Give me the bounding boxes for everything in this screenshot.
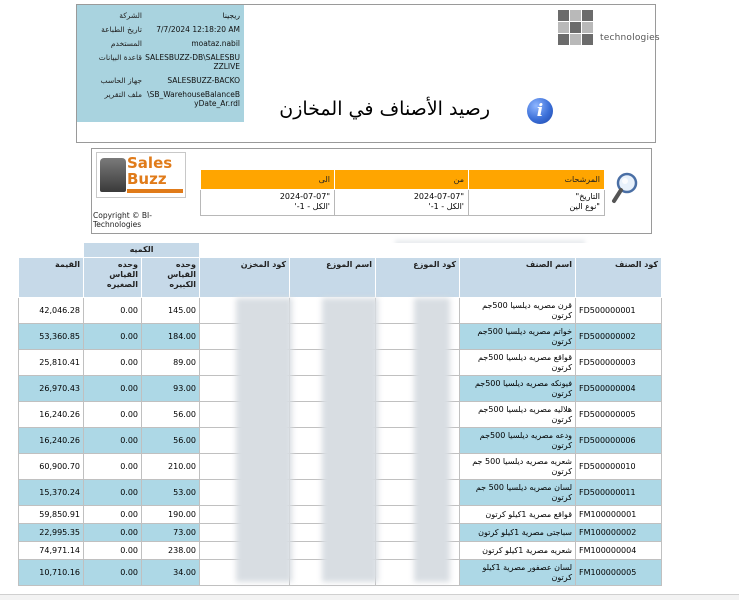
- cell-item-name: خواتم مصريه ديلسيا 500جم كرتون: [460, 324, 576, 350]
- cell-item-code: FM100000004: [576, 542, 662, 560]
- quantity-group-header: الكميه: [84, 243, 200, 258]
- cell-big-unit: 56.00: [142, 428, 200, 454]
- cell-big-unit: 184.00: [142, 324, 200, 350]
- cell-small-unit: 0.00: [84, 376, 142, 402]
- meta-value: SALESBUZZ-DB\SALESBUZZLIVE: [145, 53, 240, 71]
- cell-item-code: FD500000011: [576, 480, 662, 506]
- cell-small-unit: 0.00: [84, 560, 142, 586]
- cell-big-unit: 190.00: [142, 506, 200, 524]
- col-small-unit[interactable]: وحده القياس الصغيره: [84, 258, 142, 298]
- cell-item-name: لسان عصفور مصرية 1كيلو كرتون: [460, 560, 576, 586]
- filter-header-filters: المرشحات: [469, 170, 605, 190]
- cell-small-unit: 0.00: [84, 298, 142, 324]
- cell-value: 22,995.35: [19, 524, 84, 542]
- meta-label: الشركة: [119, 11, 142, 20]
- cell-item-code: FM100000005: [576, 560, 662, 586]
- col-item-code[interactable]: كود الصنف: [576, 258, 662, 298]
- meta-value: 7/7/2024 12:18:20 AM: [156, 25, 240, 34]
- distributor-name-redaction: [322, 298, 378, 582]
- cell-item-name: قواقع مصريه ديلسيا 500جم كرتون: [460, 350, 576, 376]
- cell-item-code: FD500000010: [576, 454, 662, 480]
- cell-small-unit: 0.00: [84, 350, 142, 376]
- brand-word-buzz: Buzz: [127, 170, 167, 188]
- cell-value: 53,360.85: [19, 324, 84, 350]
- cell-item-name: سباجتى مصرية 1كيلو كرتون: [460, 524, 576, 542]
- col-distributor-code[interactable]: كود الموزع: [376, 258, 460, 298]
- salesbuzz-mascot-icon: [100, 158, 126, 192]
- brand-bar: [127, 189, 183, 193]
- col-warehouse-code[interactable]: كود المخزن: [200, 258, 290, 298]
- cell-big-unit: 53.00: [142, 480, 200, 506]
- distributor-code-redaction: [414, 298, 450, 582]
- meta-value: ريجينا: [222, 11, 240, 20]
- cell-item-code: FM100000001: [576, 506, 662, 524]
- report-title: رصيد الأصناف في المخازن: [279, 98, 490, 120]
- table-group-header-row: [19, 243, 662, 258]
- cell-small-unit: 0.00: [84, 402, 142, 428]
- cell-value: 10,710.16: [19, 560, 84, 586]
- cell-item-name: قواقع مصرية 1كيلو كرتون: [460, 506, 576, 524]
- cell-item-code: FD500000004: [576, 376, 662, 402]
- filter-header-to: الى: [201, 170, 335, 190]
- cell-value: 42,046.28: [19, 298, 84, 324]
- cell-big-unit: 89.00: [142, 350, 200, 376]
- cell-value: 25,810.41: [19, 350, 84, 376]
- cell-item-code: FD500000003: [576, 350, 662, 376]
- cell-item-name: شعريه مصرية 1كيلو كرتون: [460, 542, 576, 560]
- cell-item-name: لسان مصريه ديلسيا 500 جم كرتون: [460, 480, 576, 506]
- filter-cell-names: التاريخ" "نوع الين: [469, 190, 605, 216]
- filter-cell-from: "2024-07-07 'الكل - 1-': [335, 190, 469, 216]
- brand-word-sales: Sales: [127, 154, 173, 172]
- filter-header-row: [201, 170, 605, 190]
- info-icon: i: [527, 98, 553, 124]
- cell-big-unit: 210.00: [142, 454, 200, 480]
- cell-item-code: FM100000002: [576, 524, 662, 542]
- cell-value: 16,240.26: [19, 402, 84, 428]
- cell-item-code: FD500000005: [576, 402, 662, 428]
- meta-label: تاريخ الطباعة: [101, 25, 142, 34]
- logo-text: technologies: [600, 33, 660, 43]
- cell-value: 26,970.43: [19, 376, 84, 402]
- cell-value: 15,370.24: [19, 480, 84, 506]
- cell-big-unit: 34.00: [142, 560, 200, 586]
- cell-value: 60,900.70: [19, 454, 84, 480]
- cell-item-name: شعريه مصريه ديلسيا 500 جم كرتون: [460, 454, 576, 480]
- cell-small-unit: 0.00: [84, 542, 142, 560]
- meta-label: قاعدة البيانات: [98, 53, 142, 62]
- col-value[interactable]: القيمة: [19, 258, 84, 298]
- cell-item-code: FD500000002: [576, 324, 662, 350]
- magnifier-icon[interactable]: [611, 171, 639, 205]
- filter-cell-to: "2024-07-07 'الكل - 1-': [201, 190, 335, 216]
- cell-small-unit: 0.00: [84, 506, 142, 524]
- cell-small-unit: 0.00: [84, 324, 142, 350]
- cell-big-unit: 145.00: [142, 298, 200, 324]
- meta-value: SALESBUZZ-BACKO: [167, 76, 240, 85]
- cell-value: 16,240.26: [19, 428, 84, 454]
- cell-big-unit: 238.00: [142, 542, 200, 560]
- cell-big-unit: 93.00: [142, 376, 200, 402]
- meta-label: ملف التقرير: [104, 90, 142, 99]
- cell-item-name: ودعه مصريه ديلسيا 500جم كرتون: [460, 428, 576, 454]
- meta-value: moataz.nabil: [191, 39, 240, 48]
- filter-value-row: [201, 190, 605, 216]
- copyright-text: Copyright © BI-Technologies: [93, 211, 152, 229]
- cell-small-unit: 0.00: [84, 480, 142, 506]
- cell-item-name: فيونكه مصريه ديلسيا 500جم كرتون: [460, 376, 576, 402]
- table-header-row: [19, 258, 662, 298]
- col-distributor-name[interactable]: اسم الموزع: [290, 258, 376, 298]
- meta-value: \SB_WarehouseBalanceByDate_Ar.rdl: [147, 90, 240, 108]
- warehouse-code-redaction: [236, 298, 292, 582]
- cell-item-name: هلاليه مصريه ديلسيا 500جم كرتون: [460, 402, 576, 428]
- salesbuzz-logo: [96, 152, 186, 198]
- col-item-name[interactable]: اسم الصنف: [460, 258, 576, 298]
- report-meta-panel: [77, 5, 244, 122]
- cell-item-code: FD500000001: [576, 298, 662, 324]
- meta-label: جهاز الحاسب: [100, 76, 142, 85]
- cell-big-unit: 56.00: [142, 402, 200, 428]
- cell-big-unit: 73.00: [142, 524, 200, 542]
- cell-small-unit: 0.00: [84, 454, 142, 480]
- filter-table: [200, 169, 605, 216]
- cell-small-unit: 0.00: [84, 428, 142, 454]
- filter-header-from: من: [335, 170, 469, 190]
- cell-value: 74,971.14: [19, 542, 84, 560]
- meta-label: المستخدم: [110, 39, 142, 48]
- cell-item-code: FD500000006: [576, 428, 662, 454]
- col-big-unit[interactable]: وحده القياس الكبيره: [142, 258, 200, 298]
- page-bottom-edge: [0, 594, 739, 600]
- cell-value: 59,850.91: [19, 506, 84, 524]
- cell-small-unit: 0.00: [84, 524, 142, 542]
- company-logo: [558, 10, 660, 54]
- cell-item-name: قرن مصريه ديلسيا 500جم كرتون: [460, 298, 576, 324]
